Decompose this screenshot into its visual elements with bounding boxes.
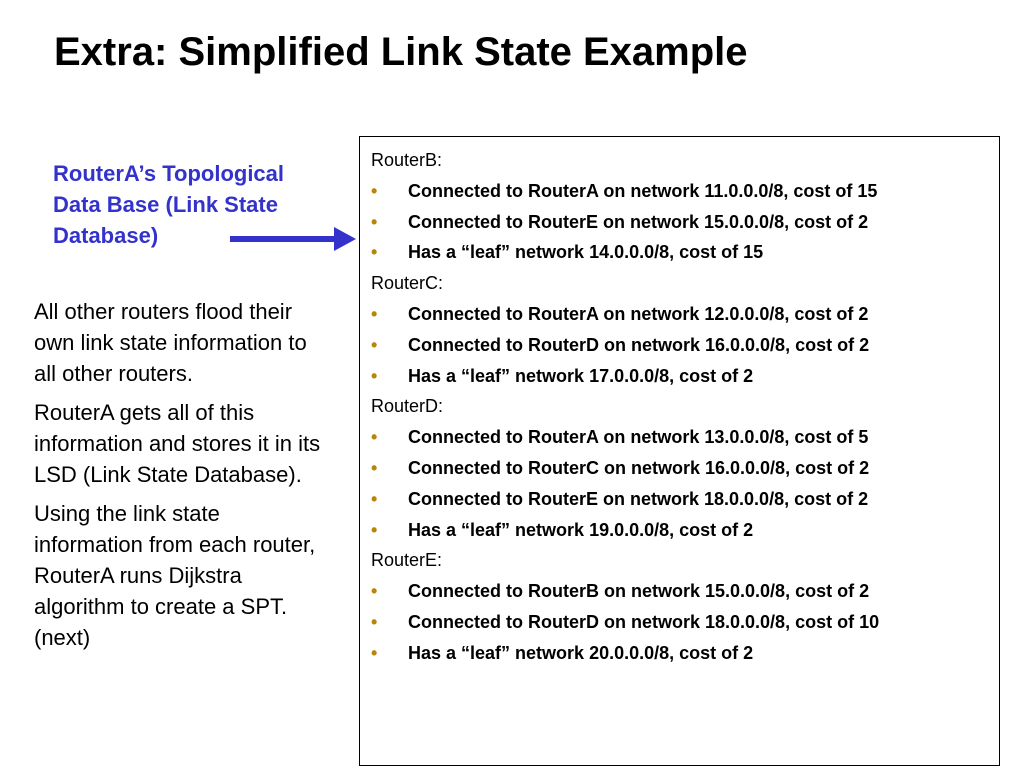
bullet-icon: • (371, 581, 378, 602)
explanation-paragraph: RouterA gets all of this information and stores it in its LSD (Link State Database). (34, 400, 321, 487)
link-entry (360, 330, 999, 361)
link-entry-text: Connected to RouterA on network 11.0.0.0/8, cost of 15 (408, 180, 878, 201)
link-entry-text: Has a “leaf” network 17.0.0.0/8, cost of 2 (408, 365, 754, 386)
link-entry-text: Has a “leaf” network 14.0.0.0/8, cost of 15 (408, 242, 764, 263)
router-name: RouterB: (371, 150, 443, 170)
bullet-icon: • (371, 642, 378, 663)
link-entry (360, 515, 999, 546)
router-link-list (360, 176, 999, 268)
arrow-right-icon (230, 224, 360, 254)
bullet-icon: • (371, 365, 378, 386)
router-name: RouterD: (371, 396, 444, 417)
link-entry-text: Connected to RouterA on network 12.0.0.0/8, cost of 2 (408, 303, 869, 324)
link-entry (360, 576, 999, 607)
bullet-icon: • (371, 427, 378, 448)
explanation-paragraph: All other routers flood their own link state information to all other routers. (34, 299, 307, 386)
link-state-database-box (359, 136, 1000, 766)
link-entry (360, 422, 999, 453)
bullet-icon: • (371, 488, 378, 509)
bullet-icon: • (371, 211, 378, 232)
link-entry-text: Has a “leaf” network 19.0.0.0/8, cost of 2 (408, 519, 754, 540)
link-entry (360, 361, 999, 392)
router-link-list (360, 422, 999, 545)
router-entry-b (360, 145, 999, 268)
link-entry-text: Connected to RouterE on network 18.0.0.0/8, cost of 2 (408, 488, 869, 509)
router-name: RouterE: (371, 550, 443, 571)
link-entry (360, 484, 999, 515)
arrow-head (334, 227, 356, 251)
link-entry (360, 207, 999, 238)
link-entry-text: Connected to RouterD on network 18.0.0.0/8, cost of 10 (408, 611, 880, 632)
explanation-paragraph: Using the link state information from each router, RouterA runs Dijkstra algorithm to create a SPT. (next) (34, 501, 316, 650)
router-link-list (360, 299, 999, 391)
bullet-icon: • (371, 457, 378, 478)
explanation-text (34, 296, 326, 661)
router-entry-c (360, 268, 999, 391)
link-entry-text: Connected to RouterE on network 15.0.0.0/8, cost of 2 (408, 211, 869, 232)
slide-title: Extra: Simplified Link State Example (54, 30, 748, 74)
link-entry (360, 176, 999, 207)
bullet-icon: • (371, 303, 378, 324)
bullet-icon: • (371, 180, 378, 201)
bullet-icon: • (371, 611, 378, 632)
link-entry (360, 607, 999, 638)
router-link-list (360, 576, 999, 668)
link-entry (360, 453, 999, 484)
router-name: RouterC: (371, 273, 444, 294)
arrow-shaft (230, 236, 338, 242)
bullet-icon: • (371, 334, 378, 355)
link-entry-text: Connected to RouterD on network 16.0.0.0/8, cost of 2 (408, 334, 870, 355)
link-entry (360, 237, 999, 268)
database-label: RouterA’s Topological Data Base (Link State Database) (53, 161, 285, 248)
link-entry (360, 638, 999, 669)
link-entry-text: Connected to RouterC on network 16.0.0.0/8, cost of 2 (408, 457, 870, 478)
link-entry (360, 299, 999, 330)
router-entry-e (360, 545, 999, 668)
bullet-icon: • (371, 242, 378, 263)
bullet-icon: • (371, 519, 378, 540)
link-entry-text: Has a “leaf” network 20.0.0.0/8, cost of 2 (408, 642, 754, 663)
link-entry-text: Connected to RouterB on network 15.0.0.0/8, cost of 2 (408, 581, 870, 602)
router-entry-d (360, 391, 999, 545)
link-entry-text: Connected to RouterA on network 13.0.0.0/8, cost of 5 (408, 427, 869, 448)
